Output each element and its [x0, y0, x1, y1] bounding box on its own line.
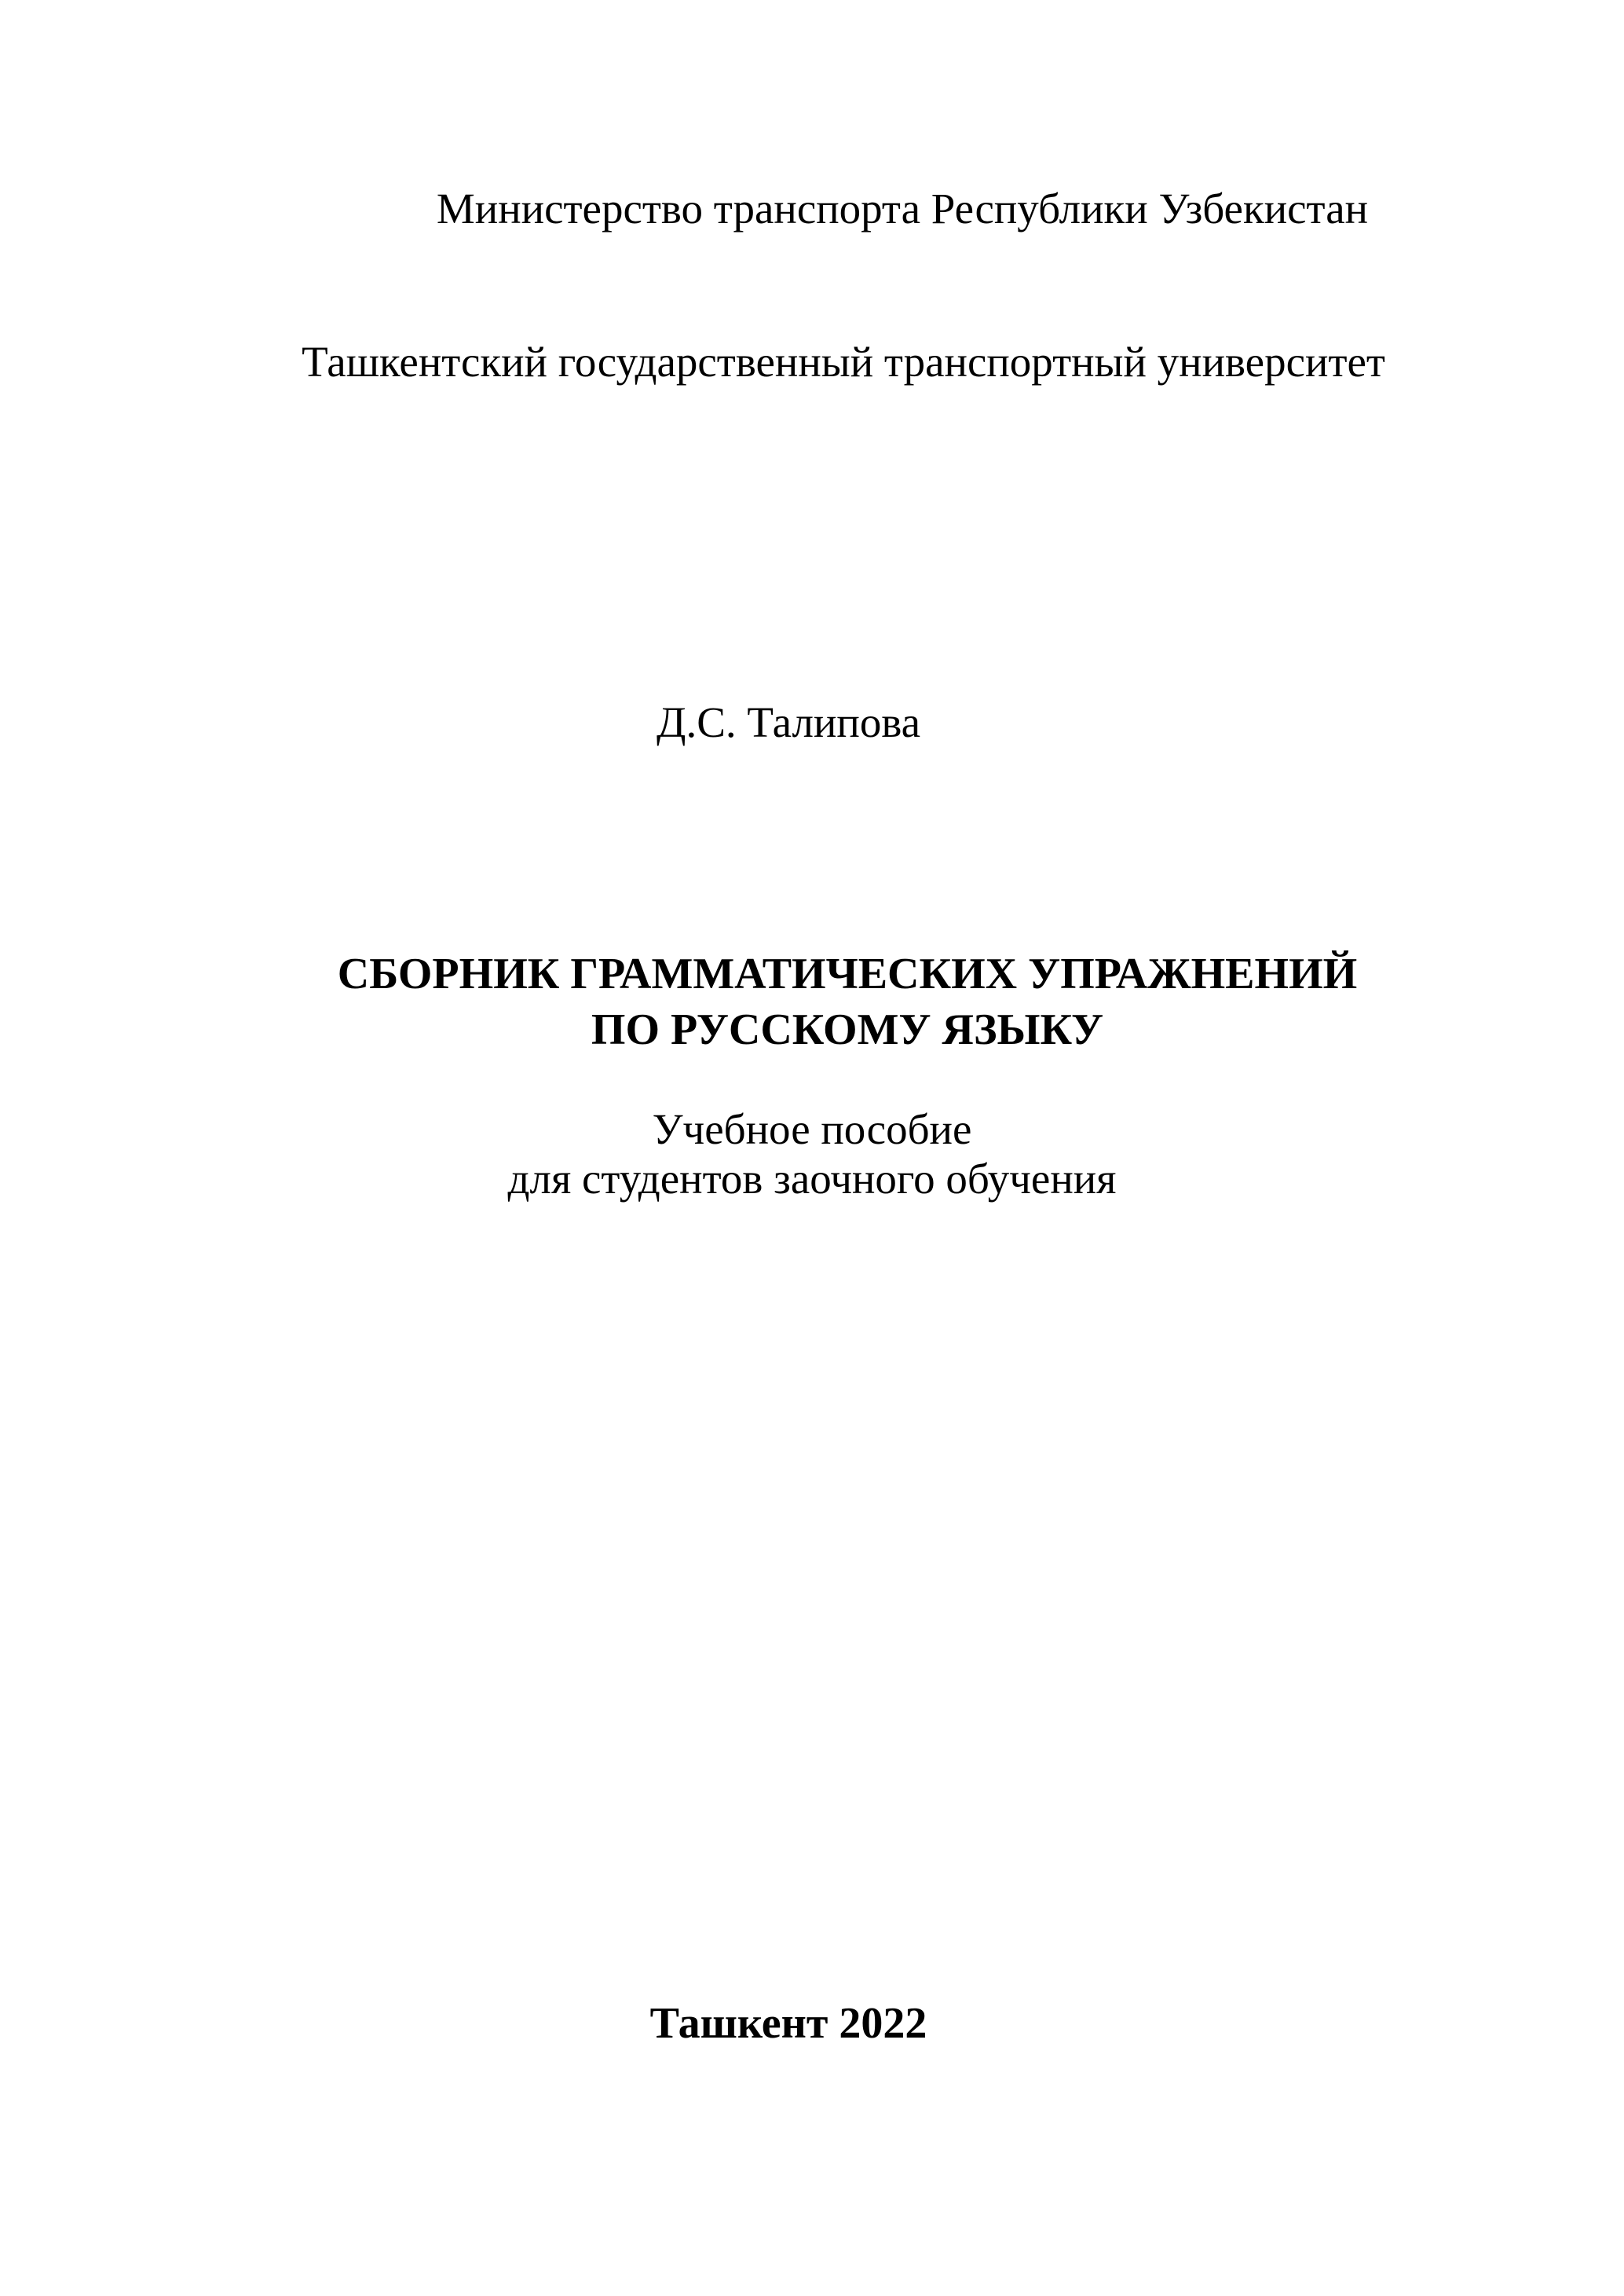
ministry-name: Министерство транспорта Республики Узбекистан: [436, 185, 1369, 233]
book-title-line-2: ПО РУССКОМУ ЯЗЫКУ: [591, 1005, 1104, 1054]
university-name: Ташкентский государственный транспортный университет: [302, 338, 1385, 386]
author-name: Д.С. Талипова: [656, 698, 921, 746]
book-title-line-1: СБОРНИК ГРАММАТИЧЕСКИХ УПРАЖНЕНИЙ: [337, 950, 1358, 998]
city-year: Ташкент 2022: [649, 1999, 927, 2048]
subtitle-line-2: для студентов заочного обучения: [507, 1155, 1117, 1203]
subtitle-line-1: Учебное пособие: [652, 1105, 972, 1153]
